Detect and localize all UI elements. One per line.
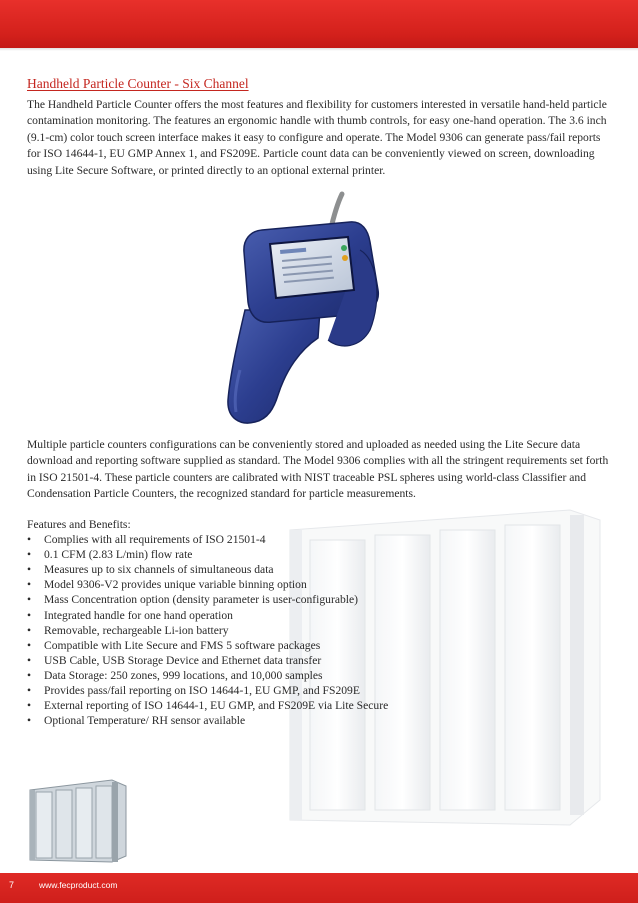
configuration-paragraph: Multiple particle counters configurations can be conveniently stored and uploaded as needed using the Lite Secure data download and reporting software supplied as standard. The Model 9306 complies with all the stringent requirements set forth in ISO 21501-4. These particle counters are calibrated with NIST traceable PSL spheres using world-class Classifier and Condensation Particle Counters, the recognized standard for particle measurements. [27, 438, 609, 501]
list-item [27, 653, 615, 668]
bullet: • [27, 714, 32, 728]
bullet: • [27, 533, 32, 547]
bullet: • [27, 548, 32, 562]
bullet: • [27, 699, 32, 713]
feature-text: Compatible with Lite Secure and FMS 5 software packages [44, 638, 321, 652]
features-heading: Features and Benefits: [27, 518, 131, 531]
feature-text: Data Storage: 250 zones, 999 locations, and 10,000 samples [44, 668, 323, 682]
page-title: Handheld Particle Counter - Six Channel [27, 76, 249, 91]
list-item [27, 683, 615, 698]
feature-text: Model 9306-V2 provides unique variable binning option [44, 578, 307, 592]
features-list [27, 532, 615, 728]
intro-paragraph: The Handheld Particle Counter offers the most features and flexibility for customers interested in versatile hand-held particle contamination monitoring. The features an ergonomic handle with thumb controls, for easy one-hand operation. The 3.6 inch (9.1-cm) color touch screen interface makes it easy to configure and operate. The Model 9306 can generate pass/fail reports for ISO 14644-1, EU GMP Annex 1, and FS209E. Particle count data can be conveniently viewed on screen, downloading using Lite Secure Software, or printed directly to an optional external printer. [27, 98, 607, 177]
list-item [27, 577, 615, 592]
features-section [27, 517, 615, 728]
feature-text: Mass Concentration option (density parameter is user-configurable) [44, 593, 358, 607]
bullet: • [27, 593, 32, 607]
bag-filter-small-icon [22, 776, 132, 864]
bullet: • [27, 638, 32, 652]
list-item [27, 698, 615, 713]
website-link[interactable]: www.fecproduct.com [39, 880, 118, 890]
list-item [27, 532, 615, 547]
list-item [27, 638, 615, 653]
feature-text: 0.1 CFM (2.83 L/min) flow rate [44, 548, 193, 562]
bullet: • [27, 668, 32, 682]
list-item [27, 562, 615, 577]
handheld-particle-counter-icon [200, 190, 400, 430]
bullet: • [27, 623, 32, 637]
feature-text: External reporting of ISO 14644-1, EU GMP, and FS209E via Lite Secure [44, 699, 389, 713]
feature-text: Provides pass/fail reporting on ISO 14644-1, EU GMP, and FS209E [44, 684, 360, 698]
list-item [27, 668, 615, 683]
bullet: • [27, 684, 32, 698]
page-number: 7 [9, 880, 15, 890]
bullet: • [27, 653, 32, 667]
list-item [27, 608, 615, 623]
list-item [27, 623, 615, 638]
feature-text: Measures up to six channels of simultaneous data [44, 563, 274, 577]
list-item [27, 592, 615, 607]
feature-text: Integrated handle for one hand operation [44, 608, 233, 622]
list-item [27, 547, 615, 562]
list-item [27, 713, 615, 728]
feature-text: Removable, rechargeable Li-ion battery [44, 623, 229, 637]
feature-text: Optional Temperature/ RH sensor available [44, 714, 246, 728]
feature-text: USB Cable, USB Storage Device and Ethernet data transfer [44, 653, 322, 667]
feature-text: Complies with all requirements of ISO 21501-4 [44, 533, 266, 547]
bullet: • [27, 578, 32, 592]
bullet: • [27, 608, 32, 622]
bullet: • [27, 563, 32, 577]
